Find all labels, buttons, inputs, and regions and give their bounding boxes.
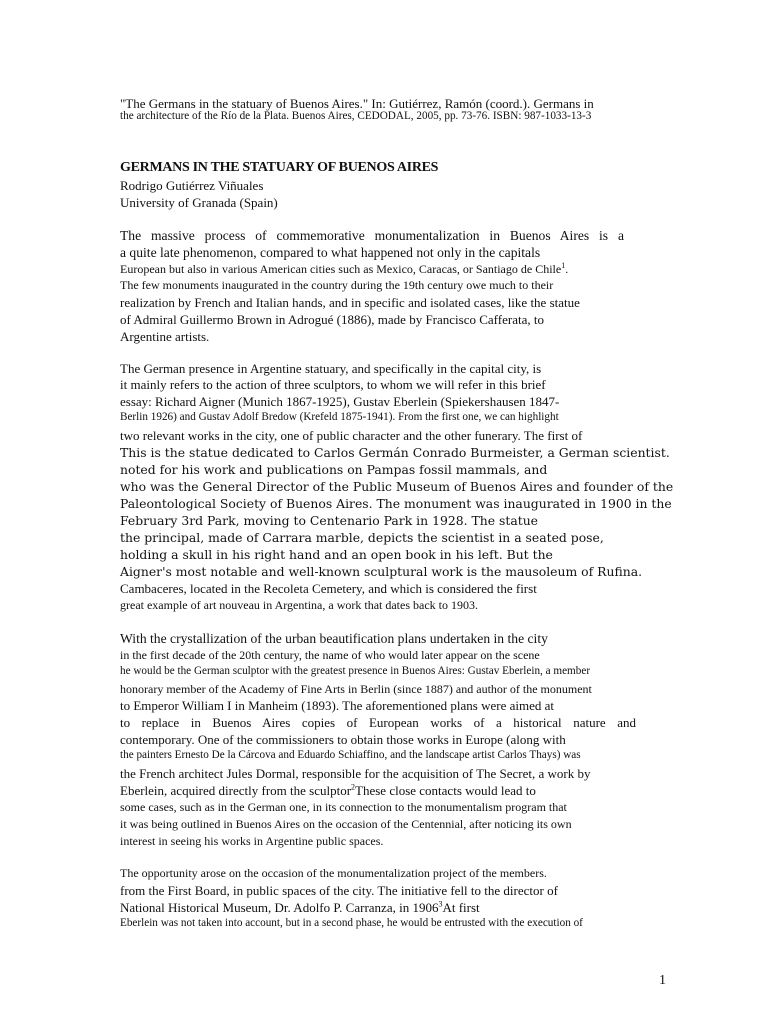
paragraph-3-line: some cases, such as in the German one, in its connection to the monumentalism program that — [120, 800, 567, 814]
page-number: 1 — [659, 973, 666, 988]
paragraph-2-line: great example of art nouveau in Argentina, a work that dates back to 1903. — [120, 598, 478, 612]
paragraph-2-line: Paleontological Society of Buenos Aires. The monument was inaugurated in 1900 in the — [120, 496, 672, 511]
paragraph-3-line: Eberlein, acquired directly from the sculptor$^2$These close contacts would lead to — [120, 782, 536, 798]
paragraph-3-line: in the first decade of the 20th century, the name of who would later appear on the scene — [120, 648, 540, 662]
paragraph-2-line: Aigner's most notable and well-known sculptural work is the mausoleum of Rufina. — [120, 564, 643, 579]
footnote-ref-1[interactable]: 1 — [561, 261, 566, 270]
paragraph-2-line: holding a skull in his right hand and an open book in his left. But the — [120, 547, 553, 562]
citation-line-1: "The Germans in the statuary of Buenos Aires." In: Gutiérrez, Ramón (coord.). Germans in — [120, 96, 594, 111]
paragraph-1-line: of Admiral Guillermo Brown in Adrogué (1886), made by Francisco Cafferata, to — [120, 312, 544, 327]
citation-line-2: the architecture of the Río de la Plata. Buenos Aires, CEDODAL, 2005, pp. 73-76. ISBN: 987-1033-13-3 — [120, 110, 592, 122]
footnote-ref-2[interactable]: 2 — [351, 782, 356, 792]
paragraph-3-line: it was being outlined in Buenos Aires on the occasion of the Centennial, after noticing its own — [120, 817, 572, 831]
paragraph-3-line: to Emperor William I in Manheim (1893). The aforementioned plans were aimed at — [120, 698, 555, 713]
paragraph-2-line: noted for his work and publications on Pampas fossil mammals, and — [120, 462, 548, 477]
paragraph-3-line: the painters Ernesto De la Cárcova and Eduardo Schiaffino, and the landscape artist Carlos Thays) was — [120, 749, 581, 761]
paragraph-4-line: The opportunity arose on the occasion of the monumentalization project of the members. — [120, 866, 547, 880]
paragraph-4-line: from the First Board, in public spaces of the city. The initiative fell to the director of — [120, 883, 558, 898]
author-name: Rodrigo Gutiérrez Viñuales — [120, 178, 264, 193]
paragraph-1-line: realization by French and Italian hands, and in specific and isolated cases, like the statue — [120, 295, 580, 310]
paragraph-2-line: it mainly refers to the action of three sculptors, to whom we will refer in this brief — [120, 377, 546, 392]
paragraph-2-line: who was the General Director of the Public Museum of Buenos Aires and founder of the — [120, 479, 674, 494]
paragraph-4-line: Eberlein was not taken into account, but in a second phase, he would be entrusted with the execution of — [120, 917, 583, 929]
paragraph-2-line: The German presence in Argentine statuary, and specifically in the capital city, is — [120, 361, 542, 376]
author-affiliation: University of Granada (Spain) — [120, 195, 278, 210]
paragraph-2-line: This is the statue dedicated to Carlos Germán Conrado Burmeister, a German scientist. — [120, 445, 670, 460]
paragraph-3-line: he would be the German sculptor with the greatest presence in Buenos Aires: Gustav Eberlein, a member — [120, 665, 591, 677]
paragraph-3-line: contemporary. One of the commissioners to obtain those works in Europe (along with — [120, 732, 566, 747]
paragraph-4-line: National Historical Museum, Dr. Adolfo P. Carranza, in 1906$^3$At first — [120, 899, 480, 915]
paragraph-2-line: the principal, made of Carrara marble, depicts the scientist in a seated pose, — [120, 530, 604, 545]
paragraph-1-line: Argentine artists. — [120, 329, 210, 344]
paragraph-2-line: essay: Richard Aigner (Munich 1867-1925), Gustav Eberlein (Spiekershausen 1847- — [120, 394, 560, 409]
paragraph-1-line: The massive process of commemorative monumentalization in Buenos Aires is a — [120, 228, 624, 243]
paragraph-3-line: honorary member of the Academy of Fine Arts in Berlin (since 1887) and author of the monument — [120, 682, 592, 696]
article-title: GERMANS IN THE STATUARY OF BUENOS AIRES — [120, 160, 439, 175]
paragraph-2-line: Berlin 1926) and Gustav Adolf Bredow (Krefeld 1875-1941). From the first one, we can highlight — [120, 411, 559, 423]
footnote-ref-3[interactable]: 3 — [438, 899, 443, 909]
paragraph-1-line: a quite late phenomenon, compared to what happened not only in the capitals — [120, 245, 541, 260]
paragraph-2-line: two relevant works in the city, one of public character and the other funerary. The first of — [120, 428, 583, 443]
paragraph-3-line: interest in seeing his works in Argentine public spaces. — [120, 834, 384, 848]
paragraph-2-line: February 3rd Park, moving to Centenario Park in 1928. The statue — [120, 513, 539, 528]
paragraph-1-line: The few monuments inaugurated in the country during the 19th century owe much to their — [120, 278, 554, 292]
paragraph-3-line: With the crystallization of the urban beautification plans undertaken in the city — [120, 631, 548, 646]
paragraph-1-line: European but also in various American cities such as Mexico, Caracas, or Santiago de Chile$^1$. — [120, 261, 569, 276]
paragraph-3-line: the French architect Jules Dormal, responsible for the acquisition of The Secret, a work by — [120, 766, 591, 781]
paragraph-2-line: Cambaceres, located in the Recoleta Cemetery, and which is considered the first — [120, 581, 537, 596]
paragraph-3-line: to replace in Buenos Aires copies of European works of a historical nature and — [120, 715, 636, 730]
